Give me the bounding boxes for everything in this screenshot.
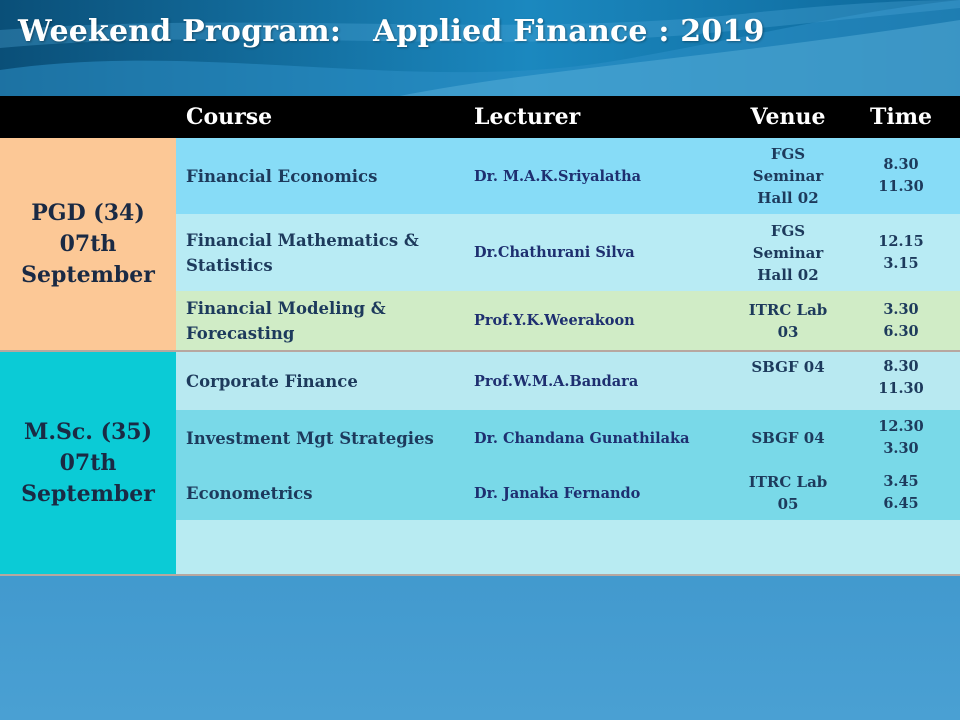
time-end: 6.45 — [883, 495, 919, 512]
venue-cell — [734, 410, 842, 466]
course-cell: Econometrics — [176, 466, 464, 520]
venue-line: 05 — [777, 495, 799, 513]
time-cell — [842, 351, 960, 410]
lecturer-cell: Prof.Y.K.Weerakoon — [464, 291, 734, 351]
group-label-line: PGD (34) — [31, 199, 145, 226]
venue-line: Hall 02 — [757, 265, 819, 284]
lecturer-cell: Dr. Janaka Fernando — [464, 466, 734, 520]
venue-line: SBGF 04 — [751, 358, 825, 376]
time-start: 8.30 — [883, 156, 919, 173]
venue-cell — [734, 214, 842, 291]
venue-line: SBGF 04 — [751, 429, 825, 447]
course-cell: Financial Economics — [176, 138, 464, 214]
venue-line: 03 — [777, 322, 799, 341]
venue-line: Seminar — [752, 243, 824, 262]
group-month-line: September — [21, 261, 155, 288]
header-blank — [0, 96, 176, 138]
page-title: Weekend Program: Applied Finance : 2019 — [18, 14, 765, 49]
lecturer-cell: Dr. Chandana Gunathilaka — [464, 410, 734, 466]
time-end: 11.30 — [878, 380, 924, 397]
header-venue: Venue — [734, 96, 842, 138]
header-time: Time — [842, 96, 960, 138]
group-pgd — [0, 138, 176, 351]
time-end: 3.30 — [883, 440, 919, 457]
venue-cell — [734, 138, 842, 214]
empty-cell — [176, 520, 464, 575]
venue-cell — [734, 351, 842, 410]
lecturer-cell: Dr.Chathurani Silva — [464, 214, 734, 291]
course-cell: Corporate Finance — [176, 351, 464, 410]
time-end: 11.30 — [878, 178, 924, 195]
lecturer-cell: Prof.W.M.A.Bandara — [464, 351, 734, 410]
time-start: 12.30 — [878, 418, 924, 435]
lecturer-cell: Dr. M.A.K.Sriyalatha — [464, 138, 734, 214]
time-cell — [842, 291, 960, 351]
venue-line: Seminar — [752, 167, 824, 185]
schedule-table — [0, 96, 960, 576]
group-month-line: September — [21, 480, 155, 507]
venue-line: ITRC Lab — [748, 300, 828, 319]
table-row — [0, 351, 960, 410]
course-cell: Investment Mgt Strategies — [176, 410, 464, 466]
table-header-row — [0, 96, 960, 138]
time-start: 12.15 — [878, 232, 924, 250]
time-cell — [842, 214, 960, 291]
time-cell — [842, 466, 960, 520]
course-cell: Financial Modeling & Forecasting — [176, 291, 464, 351]
time-end: 6.30 — [883, 322, 919, 340]
header-lecturer: Lecturer — [464, 96, 734, 138]
empty-cell — [734, 520, 842, 575]
time-cell — [842, 410, 960, 466]
time-start: 3.30 — [883, 300, 919, 318]
course-cell: Financial Mathematics & Statistics — [176, 214, 464, 291]
venue-line: ITRC Lab — [748, 473, 828, 491]
empty-cell — [842, 520, 960, 575]
group-date-line: 07th — [59, 230, 117, 257]
time-start: 3.45 — [883, 473, 919, 490]
time-cell — [842, 138, 960, 214]
time-start: 8.30 — [883, 358, 919, 375]
time-end: 3.15 — [883, 254, 919, 272]
venue-line: FGS — [770, 145, 806, 163]
table-row — [0, 138, 960, 214]
group-label-line: M.Sc. (35) — [23, 418, 153, 445]
venue-line: Hall 02 — [757, 189, 819, 207]
group-date-line: 07th — [59, 449, 117, 476]
venue-line: FGS — [770, 221, 806, 240]
group-msc — [0, 351, 176, 575]
venue-cell — [734, 291, 842, 351]
header-course: Course — [176, 96, 464, 138]
venue-cell — [734, 466, 842, 520]
empty-cell — [464, 520, 734, 575]
